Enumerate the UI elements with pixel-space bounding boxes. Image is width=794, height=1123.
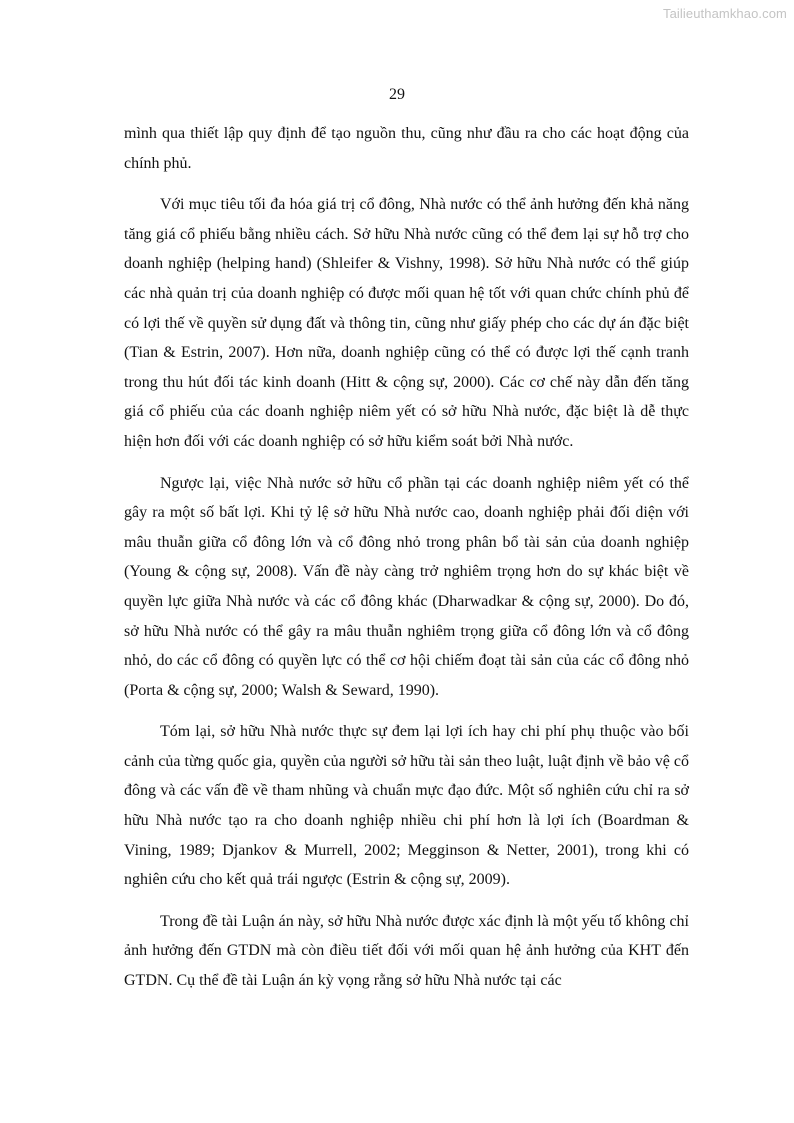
document-body (124, 119, 689, 1008)
paragraph: Ngược lại, việc Nhà nước sở hữu cổ phần tại các doanh nghiệp niêm yết có thể gây ra một số bất lợi. Khi tỷ lệ sở hữu Nhà nước cao, doanh nghiệp phải đối diện với mâu thuẫn giữa cổ đông lớn và cổ đông nhỏ trong phân bổ tài sản của doanh nghiệp (Young & cộng sự, 2008). Vấn đề này càng trở nghiêm trọng hơn do sự khác biệt về quyền lực giữa Nhà nước và các cổ đông khác (Dharwadkar & cộng sự, 2000). Do đó, sở hữu Nhà nước có thể gây ra mâu thuẫn nghiêm trọng giữa cổ đông lớn và cổ đông nhỏ, do các cổ đông có quyền lực có thể cơ hội chiếm đoạt tài sản của các cổ đông nhỏ (Porta & cộng sự, 2000; Walsh & Seward, 1990). (124, 474, 689, 699)
page-number: 29 (389, 86, 405, 103)
paragraph: Tóm lại, sở hữu Nhà nước thực sự đem lại lợi ích hay chi phí phụ thuộc vào bối cảnh của từng quốc gia, quyền của người sở hữu tài sản theo luật, luật định về bảo vệ cổ đông và các vấn đề về tham nhũng và chuẩn mực đạo đức. Một số nghiên cứu chỉ ra sở hữu Nhà nước tạo ra cho doanh nghiệp nhiều chi phí hơn là lợi ích (Boardman & Vining, 1989; Djankov & Murrell, 2002; Megginson & Netter, 2001), trong khi có nghiên cứu cho kết quả trái ngược (Estrin & cộng sự, 2009). (124, 723, 689, 889)
paragraph: Trong đề tài Luận án này, sở hữu Nhà nước được xác định là một yếu tố không chỉ ảnh hưởng đến GTDN mà còn điều tiết đối với mối quan hệ ảnh hưởng của KHT đến GTDN. Cụ thể đề tài Luận án kỳ vọng rằng sở hữu Nhà nước tại các (124, 912, 689, 990)
paragraph-continued: mình qua thiết lập quy định để tạo nguồn thu, cũng như đầu ra cho các hoạt động của chính phủ. (124, 125, 689, 172)
watermark-text: Tailieuthamkhao.com (662, 6, 787, 21)
paragraph: Với mục tiêu tối đa hóa giá trị cổ đông, Nhà nước có thể ảnh hưởng đến khả năng tăng giá cổ phiếu bằng nhiều cách. Sở hữu Nhà nước cũng có thể đem lại sự hỗ trợ cho doanh nghiệp (helping hand) (Shleifer & Vishny, 1998). Sở hữu Nhà nước có thể giúp các nhà quản trị của doanh nghiệp có được mối quan hệ tốt với quan chức chính phủ để có lợi thế về quyền sử dụng đất và thông tin, cũng như giấy phép cho các dự án đặc biệt (Tian & Estrin, 2007). Hơn nữa, doanh nghiệp cũng có thể có được lợi thế cạnh tranh trong thu hút đối tác kinh doanh (Hitt & cộng sự, 2000). Các cơ chế này dẫn đến tăng giá cổ phiếu của các doanh nghiệp niêm yết có sở hữu Nhà nước, đặc biệt là dễ thực hiện hơn đối với các doanh nghiệp có sở hữu kiểm soát bởi Nhà nước. (124, 196, 689, 450)
